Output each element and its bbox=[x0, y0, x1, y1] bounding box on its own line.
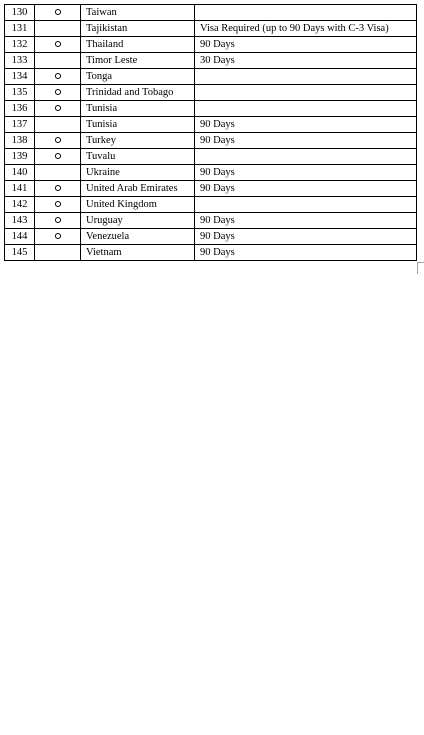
page-edge-marker bbox=[417, 262, 424, 274]
row-number: 134 bbox=[5, 69, 35, 85]
table-row bbox=[5, 197, 417, 213]
bullet-cell bbox=[35, 165, 81, 181]
visa-duration: 90 Days bbox=[195, 245, 417, 261]
table-row bbox=[5, 101, 417, 117]
table-row bbox=[5, 149, 417, 165]
visa-duration bbox=[195, 5, 417, 21]
bullet-cell bbox=[35, 229, 81, 245]
row-number: 145 bbox=[5, 245, 35, 261]
row-number: 141 bbox=[5, 181, 35, 197]
row-number: 136 bbox=[5, 101, 35, 117]
country-name: Vietnam bbox=[81, 245, 195, 261]
table-row bbox=[5, 165, 417, 181]
row-number: 137 bbox=[5, 117, 35, 133]
country-name: Timor Leste bbox=[81, 53, 195, 69]
bullet-cell bbox=[35, 101, 81, 117]
table-row bbox=[5, 245, 417, 261]
row-number: 132 bbox=[5, 37, 35, 53]
visa-duration: 90 Days bbox=[195, 37, 417, 53]
visa-duration: 90 Days bbox=[195, 213, 417, 229]
country-name: Tunisia bbox=[81, 117, 195, 133]
visa-table bbox=[4, 4, 417, 261]
visa-duration bbox=[195, 85, 417, 101]
visa-duration bbox=[195, 69, 417, 85]
country-name: Tajikistan bbox=[81, 21, 195, 37]
row-number: 131 bbox=[5, 21, 35, 37]
table-row bbox=[5, 69, 417, 85]
table-row bbox=[5, 181, 417, 197]
country-name: Tuvalu bbox=[81, 149, 195, 165]
bullet-icon bbox=[55, 89, 61, 95]
table-row bbox=[5, 5, 417, 21]
table-row bbox=[5, 229, 417, 245]
bullet-icon bbox=[55, 73, 61, 79]
visa-duration: 90 Days bbox=[195, 165, 417, 181]
bullet-cell bbox=[35, 133, 81, 149]
bullet-cell bbox=[35, 181, 81, 197]
bullet-icon bbox=[55, 137, 61, 143]
row-number: 133 bbox=[5, 53, 35, 69]
country-name: Trinidad and Tobago bbox=[81, 85, 195, 101]
country-name: Thailand bbox=[81, 37, 195, 53]
bullet-cell bbox=[35, 117, 81, 133]
country-name: Tonga bbox=[81, 69, 195, 85]
country-name: Taiwan bbox=[81, 5, 195, 21]
row-number: 139 bbox=[5, 149, 35, 165]
bullet-icon bbox=[55, 233, 61, 239]
bullet-icon bbox=[55, 217, 61, 223]
table-row bbox=[5, 213, 417, 229]
bullet-cell bbox=[35, 69, 81, 85]
bullet-icon bbox=[55, 201, 61, 207]
table-row bbox=[5, 53, 417, 69]
visa-duration: 30 Days bbox=[195, 53, 417, 69]
country-name: United Arab Emirates bbox=[81, 181, 195, 197]
row-number: 144 bbox=[5, 229, 35, 245]
table-row bbox=[5, 85, 417, 101]
table-row bbox=[5, 133, 417, 149]
visa-duration: 90 Days bbox=[195, 133, 417, 149]
bullet-cell bbox=[35, 37, 81, 53]
visa-duration bbox=[195, 197, 417, 213]
visa-table-body bbox=[5, 5, 417, 261]
country-name: Tunisia bbox=[81, 101, 195, 117]
table-row bbox=[5, 117, 417, 133]
bullet-cell bbox=[35, 53, 81, 69]
row-number: 130 bbox=[5, 5, 35, 21]
country-name: United Kingdom bbox=[81, 197, 195, 213]
bullet-icon bbox=[55, 41, 61, 47]
bullet-cell bbox=[35, 213, 81, 229]
row-number: 142 bbox=[5, 197, 35, 213]
row-number: 140 bbox=[5, 165, 35, 181]
table-row bbox=[5, 37, 417, 53]
bullet-icon bbox=[55, 185, 61, 191]
country-name: Turkey bbox=[81, 133, 195, 149]
bullet-cell bbox=[35, 197, 81, 213]
country-name: Venezuela bbox=[81, 229, 195, 245]
table-row bbox=[5, 21, 417, 37]
bullet-cell bbox=[35, 149, 81, 165]
visa-duration: 90 Days bbox=[195, 229, 417, 245]
bullet-cell bbox=[35, 85, 81, 101]
row-number: 143 bbox=[5, 213, 35, 229]
visa-duration: Visa Required (up to 90 Days with C-3 Visa) bbox=[195, 21, 417, 37]
bullet-cell bbox=[35, 245, 81, 261]
visa-duration: 90 Days bbox=[195, 117, 417, 133]
bullet-icon bbox=[55, 9, 61, 15]
country-name: Ukraine bbox=[81, 165, 195, 181]
row-number: 138 bbox=[5, 133, 35, 149]
bullet-cell bbox=[35, 21, 81, 37]
visa-duration bbox=[195, 101, 417, 117]
country-name: Uruguay bbox=[81, 213, 195, 229]
visa-duration: 90 Days bbox=[195, 181, 417, 197]
row-number: 135 bbox=[5, 85, 35, 101]
bullet-icon bbox=[55, 153, 61, 159]
bullet-cell bbox=[35, 5, 81, 21]
bullet-icon bbox=[55, 105, 61, 111]
visa-duration bbox=[195, 149, 417, 165]
